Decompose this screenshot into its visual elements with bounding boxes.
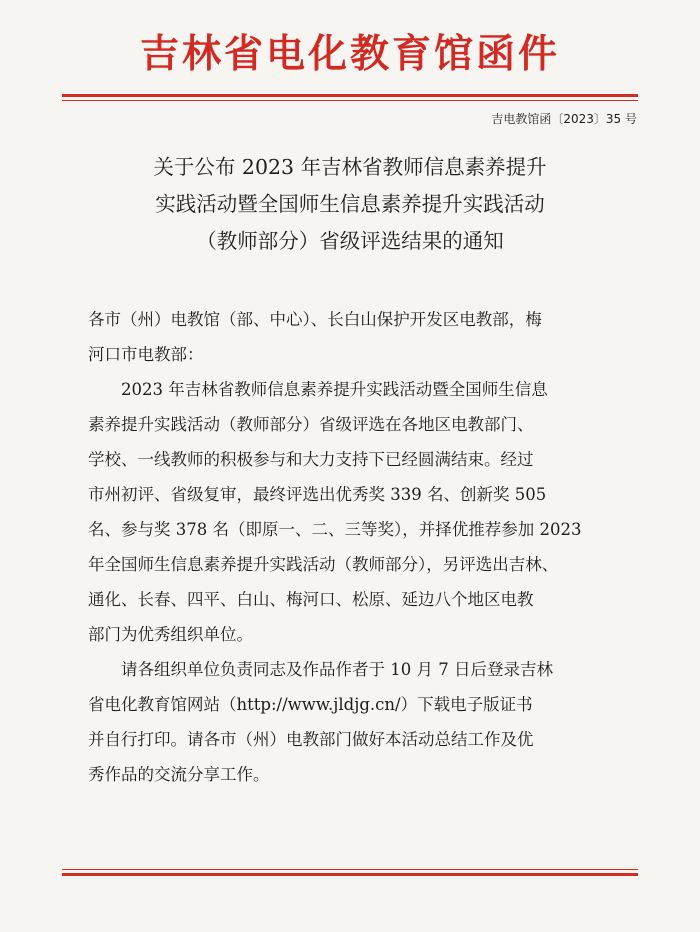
paragraph-line: 通化、长春、四平、白山、梅河口、松原、延边八个地区电教 xyxy=(88,590,534,609)
paragraph-line: 部门为优秀组织单位。 xyxy=(88,625,253,644)
paragraph-line: 学校、一线教师的积极参与和大力支持下已经圆满结束。经过 xyxy=(88,450,534,469)
salutation-line: 河口市电教部： xyxy=(88,345,204,364)
letterhead-title: 吉林省电化教育馆函件 xyxy=(139,32,560,77)
notice-title-line: 关于公布 2023 年吉林省教师信息素养提升 xyxy=(153,155,547,179)
notice-title-line: （教师部分）省级评选结果的通知 xyxy=(196,229,504,253)
document-number: 吉电教馆函〔2023〕35 号 xyxy=(491,112,637,126)
paragraph-line: 请各组织单位负责同志及作品作者于 10 月 7 日后登录吉林 xyxy=(121,660,553,679)
paragraph-line: 年全国师生信息素养提升实践活动（教师部分），另评选出吉林、 xyxy=(88,555,559,574)
letterhead-rule-thick xyxy=(62,94,638,97)
paragraph-line: 省电化教育馆网站（http://www.jldjg.cn/）下载电子版证书 xyxy=(88,695,533,714)
paragraph-line: 并自行打印。请各市（州）电教部门做好本活动总结工作及优 xyxy=(88,730,534,749)
paragraph-line: 2023 年吉林省教师信息素养提升实践活动暨全国师生信息 xyxy=(121,380,548,399)
notice-title xyxy=(62,149,638,260)
paragraph-line: 秀作品的交流分享工作。 xyxy=(88,765,270,784)
paragraph-line: 素养提升实践活动（教师部分）省级评选在各地区电教部门、 xyxy=(88,415,534,434)
footer-rule-thin xyxy=(62,869,638,870)
footer-rule-thick xyxy=(62,873,638,876)
letterhead-rule-thin xyxy=(62,100,638,101)
paragraph-line: 市州初评、省级复审，最终评选出优秀奖 339 名、创新奖 505 xyxy=(88,485,547,504)
salutation-line: 各市（州）电教馆（部、中心）、长白山保护开发区电教部，梅 xyxy=(88,310,542,329)
notice-title-line: 实践活动暨全国师生信息素养提升实践活动 xyxy=(155,192,545,216)
paragraph-line: 名、参与奖 378 名（即原一、二、三等奖），并择优推荐参加 2023 xyxy=(88,520,582,539)
